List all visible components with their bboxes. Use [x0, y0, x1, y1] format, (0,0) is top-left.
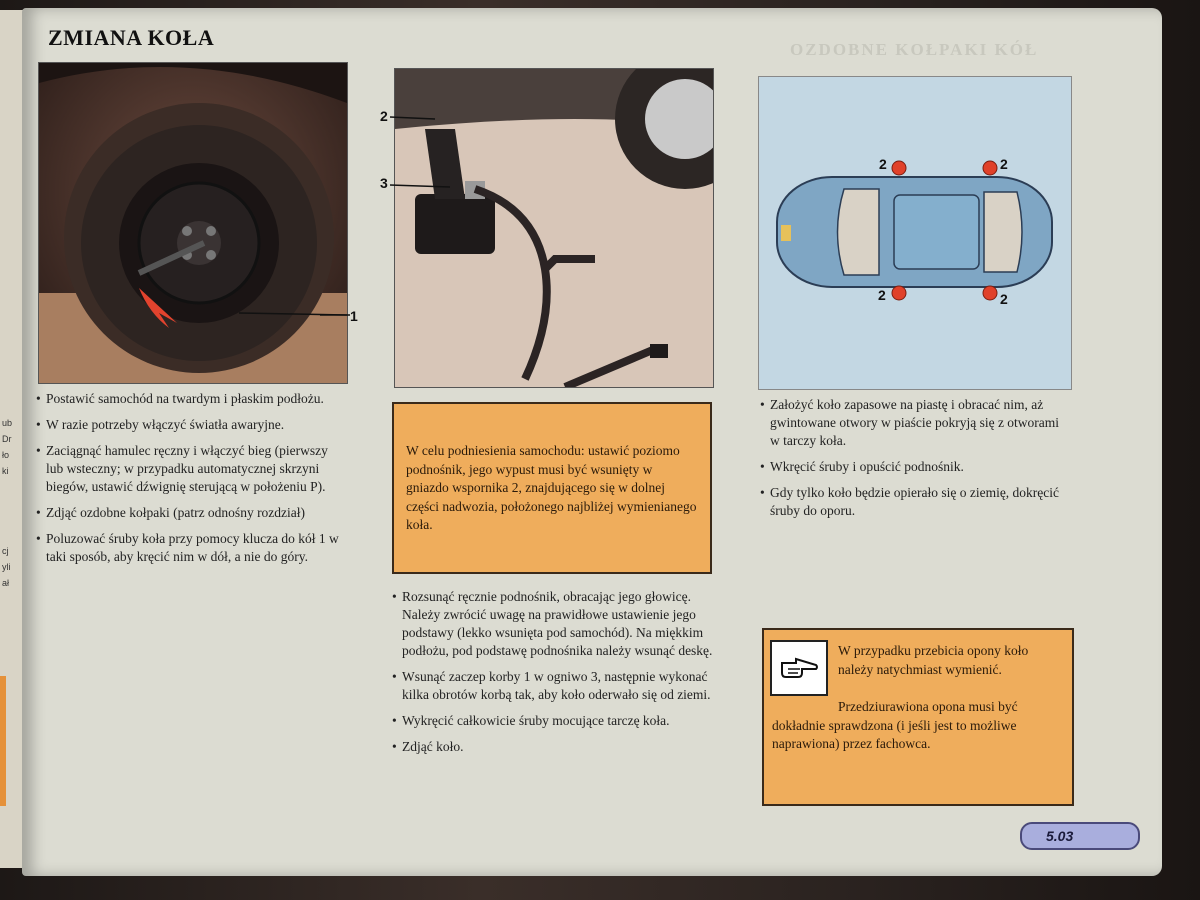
page-fragment: yli: [2, 562, 11, 572]
instruction-item: • Założyć koło zapasowe na piastę i obracać nim, aż gwintowane otwory w piaście pokryją się z otworami w tarczy koła.: [760, 396, 1072, 450]
page-fragment: ki: [2, 466, 9, 476]
note-text: W celu podniesienia samochodu: ustawić poziomo podnośnik, jego wypust musi być wsunięty w gniazdo wspornika 2, znajdującego się w dolnej części nadwozia, położonego najbliżej wymienianego koła.: [406, 443, 697, 532]
instruction-item: • W razie potrzeby włączyć światła awaryjne.: [36, 416, 342, 434]
instruction-item: • Wkręcić śruby i opuścić podnośnik.: [760, 458, 1072, 476]
instructions-column-1: [36, 390, 342, 574]
page-fragment: ub: [2, 418, 13, 428]
instruction-item: • Postawić samochód na twardym i płaskim podłożu.: [36, 390, 342, 408]
warning-text-1: W przypadku przebicia opony koło należy natychmiast wymienić.: [838, 643, 1029, 677]
support-label: 2: [1000, 156, 1008, 172]
pointing-hand-icon: [770, 640, 828, 696]
instruction-item: • Zdjąć ozdobne kołpaki (patrz odnośny rozdział): [36, 504, 342, 522]
wheel-photo: [38, 62, 348, 384]
instruction-item: • Wykręcić całkowicie śruby mocujące tarczę koła.: [392, 712, 714, 730]
page-fragment: cj: [2, 546, 9, 556]
callout-3: 3: [380, 175, 388, 191]
instructions-column-2: [392, 588, 714, 764]
previous-page-tab: [0, 676, 6, 806]
support-point-icon: [983, 286, 997, 300]
leader-lines: [390, 115, 450, 195]
support-label: 2: [1000, 291, 1008, 307]
page-fragment: ał: [2, 578, 10, 588]
page-fragment: ło: [2, 450, 10, 460]
leader-line: [320, 313, 350, 317]
instruction-item: • Poluzować śruby koła przy pomocy klucza do kół 1 w taki sposób, aby kręcić nim w dół, a nie do góry.: [36, 530, 342, 566]
callout-1: 1: [350, 308, 358, 324]
instruction-item: • Zaciągnąć hamulec ręczny i włączyć bieg (pierwszy lub wsteczny; w przypadku automatycznej skrzyni biegów, ustawić dźwignię sterującą w położeniu P).: [36, 442, 342, 496]
support-point-icon: [892, 161, 906, 175]
page-title: ZMIANA KOŁA: [48, 25, 215, 50]
instruction-item: • Wsunąć zaczep korby 1 w ogniwo 3, następnie wykonać kilka obrotów korbą tak, aby koło oderwało się od ziemi.: [392, 668, 714, 704]
instructions-column-3: [760, 396, 1072, 528]
page-number-tab: [1020, 822, 1140, 850]
instruction-item: • Gdy tylko koło będzie opierało się o ziemię, dokręcić śruby do oporu.: [760, 484, 1072, 520]
support-label: 2: [879, 156, 887, 172]
wheel-illustration: [39, 63, 347, 383]
warning-text-2: Przedziurawiona opona musi być dokładnie sprawdzona (i jeśli jest to możliwe naprawiona) przez fachowca.: [772, 699, 1018, 751]
instruction-item: • Rozsunąć ręcznie podnośnik, obracając jego głowicę. Należy zwrócić uwagę na prawidłowe ustawienie jego podstawy (lekko wsunięta pod samochód). Na miękkim podłożu, pod podstawę podnośnika należy wsunąć deskę.: [392, 588, 714, 660]
page-number: 5.03: [1046, 828, 1074, 844]
instruction-item: • Zdjąć koło.: [392, 738, 714, 756]
page-fragment: Dr: [2, 434, 12, 444]
support-point-icon: [892, 286, 906, 300]
callout-2: 2: [380, 108, 388, 124]
support-label: 2: [878, 287, 886, 303]
show-through-header: OZDOBNE KOŁPAKI KÓŁ: [790, 40, 1039, 59]
jack-placement-note: [392, 402, 712, 574]
support-point-icon: [983, 161, 997, 175]
support-points: [880, 158, 1010, 308]
